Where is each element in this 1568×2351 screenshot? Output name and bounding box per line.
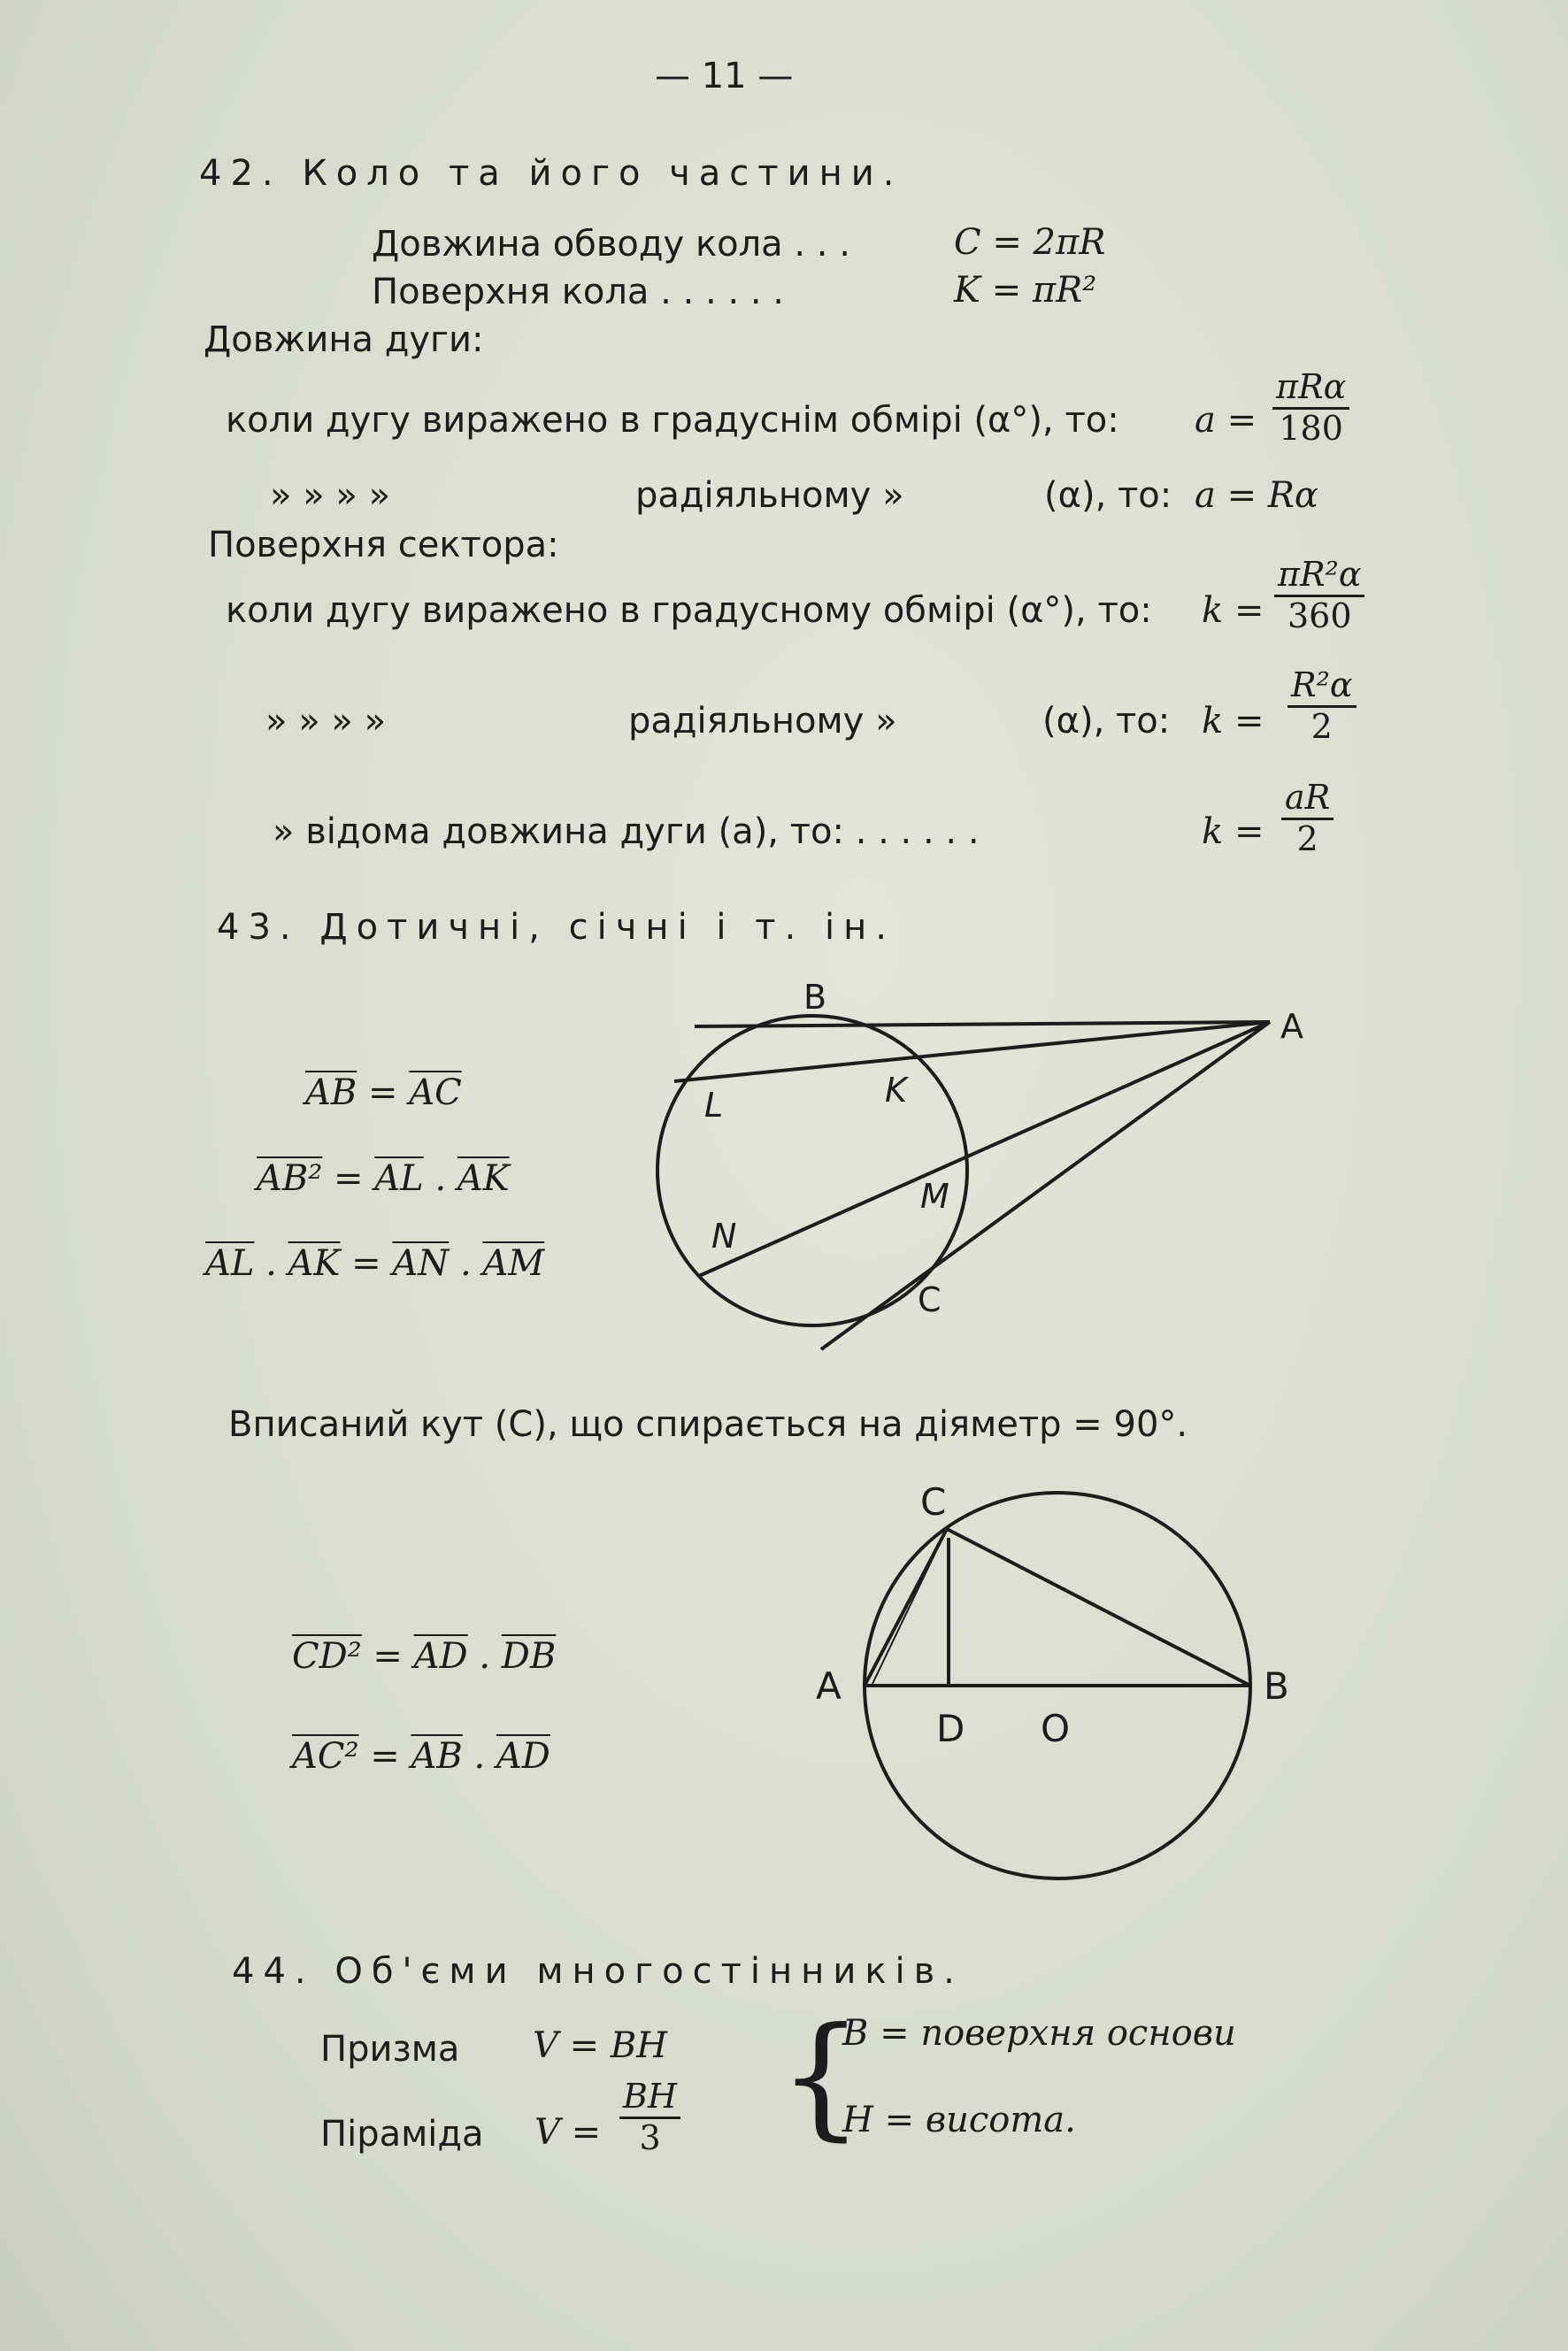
label-point-m: M (920, 1177, 949, 1216)
segment-cd-squared: CD² (292, 1636, 362, 1677)
fraction-numerator: aR (1285, 778, 1331, 817)
prism-label: Призма (320, 2029, 460, 2070)
segment-db: $\overline{DB}$ (501, 1636, 557, 1677)
sector-radians-lhs: k = (1202, 701, 1264, 741)
equals-sign: = (358, 1736, 411, 1777)
circumference-label: Довжина обводу кола . . . (372, 224, 850, 265)
arc-degrees-lhs: a = (1195, 400, 1257, 441)
segment-an: $\overline{AN}$ (392, 1243, 450, 1284)
fraction-numerator: πR²α (1278, 555, 1362, 594)
sector-arc-length-text: » відома довжина дуги (a), то: . . . . . . (273, 811, 980, 852)
fraction-denominator: 2 (1311, 706, 1333, 746)
arc-radians-formula: a = Rα (1195, 475, 1318, 516)
circumference-formula: C = 2πR (954, 222, 1106, 263)
pyramid-fraction (619, 2079, 680, 2156)
sector-radians-alpha: (α), то: (1042, 701, 1171, 741)
segment-am: $\overline{AM}$ (482, 1243, 545, 1284)
fraction-denominator: 2 (1296, 818, 1318, 858)
segment-al: $\overline{AL}$ (374, 1158, 424, 1199)
section-43-heading: 43. Дотичні, січні і т. ін. (217, 907, 895, 948)
label-point-k: K (885, 1071, 907, 1110)
fraction-numerator: πRα (1276, 367, 1347, 406)
segment-ad: $\overline{AD}$ (496, 1736, 550, 1777)
segment-ab: $\overline{AB}$ (305, 1072, 357, 1113)
dot-operator: . (254, 1243, 288, 1284)
segment-ab: $\overline{AB}$ (411, 1736, 463, 1777)
segment-ab-squared: AB² (257, 1158, 323, 1199)
pyramid-label: Піраміда (320, 2114, 484, 2155)
inscribed-angle-text: Вписаний кут (C), що спирається на діяметр = 90°. (228, 1404, 1188, 1445)
arc-radians-text: радіяльному » (635, 475, 904, 516)
equals-sign: = (340, 1243, 393, 1284)
segment-ak: $\overline{AK}$ (457, 1158, 510, 1199)
tangent-line-ab (695, 1022, 1270, 1026)
section-44-heading: 44. Об'єми многостінників. (232, 1951, 964, 1992)
label-point-o: O (1041, 1707, 1071, 1750)
equation-ac-squared (292, 1736, 550, 1777)
prism-formula: V = BH (533, 2025, 668, 2066)
dot-operator: . (467, 1636, 502, 1677)
chord-cb (947, 1529, 1250, 1686)
section-42-heading: 42. Коло та його частини. (199, 153, 903, 194)
segment-ad: $\overline{AD}$ (413, 1636, 468, 1677)
label-point-a: A (1280, 1007, 1303, 1046)
segment-al: $\overline{AL}$ (205, 1243, 255, 1284)
fraction-denominator: 180 (1279, 408, 1343, 448)
label-point-b: B (1264, 1664, 1289, 1708)
sector-degrees-text: коли дугу виражено в градусному обмірі (α°), то: (226, 590, 1152, 631)
circle-area-formula: K = πR² (954, 270, 1097, 311)
sector-area-heading: Поверхня сектора: (208, 525, 559, 565)
fraction-numerator: R²α (1291, 665, 1353, 704)
fraction-numerator: BH (623, 2077, 678, 2116)
chord-ac (865, 1529, 947, 1686)
label-point-l: L (704, 1086, 724, 1125)
label-point-b: B (803, 978, 827, 1017)
fraction-denominator: 3 (639, 2117, 661, 2157)
dot-operator: . (423, 1158, 457, 1199)
sector-radians-text: радіяльному » (628, 701, 897, 741)
fraction-denominator: 360 (1287, 595, 1352, 635)
segment-ac-squared: AC² (292, 1736, 359, 1777)
secant-line-anm (699, 1022, 1270, 1276)
dot-operator: . (449, 1243, 483, 1284)
dot-operator: . (462, 1736, 496, 1777)
equals-sign: = (322, 1158, 375, 1199)
equals-sign: = (361, 1636, 414, 1677)
label-point-c: C (920, 1480, 947, 1524)
segment-ak: $\overline{AK}$ (288, 1243, 341, 1284)
inscribed-angle-figure (816, 1480, 1289, 1878)
arc-radians-alpha: (α), то: (1044, 475, 1172, 516)
sector-radians-quotes: » » » » (265, 701, 387, 741)
page-number: — 11 — (655, 56, 794, 96)
secant-line-alk (674, 1022, 1270, 1081)
pyramid-lhs: V = (534, 2112, 602, 2153)
figure-circle (657, 1016, 967, 1325)
definition-height: H = висота. (842, 2100, 1076, 2140)
equals-sign: = (357, 1072, 410, 1113)
definition-base-area: B = поверхня основи (842, 2013, 1236, 2054)
definition-brace: { (779, 2000, 864, 2154)
label-point-a: A (816, 1664, 842, 1708)
equation-cd-squared (292, 1636, 557, 1677)
sector-arc-length-lhs: k = (1202, 811, 1264, 852)
label-point-n: N (711, 1217, 737, 1256)
arc-radians-quotes: » » » » (270, 475, 391, 516)
label-point-c: C (918, 1280, 942, 1319)
sector-degrees-lhs: k = (1202, 590, 1264, 631)
label-point-d: D (936, 1707, 965, 1750)
segment-ac: $\overline{AC}$ (409, 1072, 462, 1113)
circle-area-label: Поверхня кола . . . . . . (372, 272, 785, 312)
arc-degrees-text: коли дугу виражено в градуснім обмірі (α°), то: (226, 400, 1119, 441)
arc-length-heading: Довжина дуги: (204, 319, 484, 360)
